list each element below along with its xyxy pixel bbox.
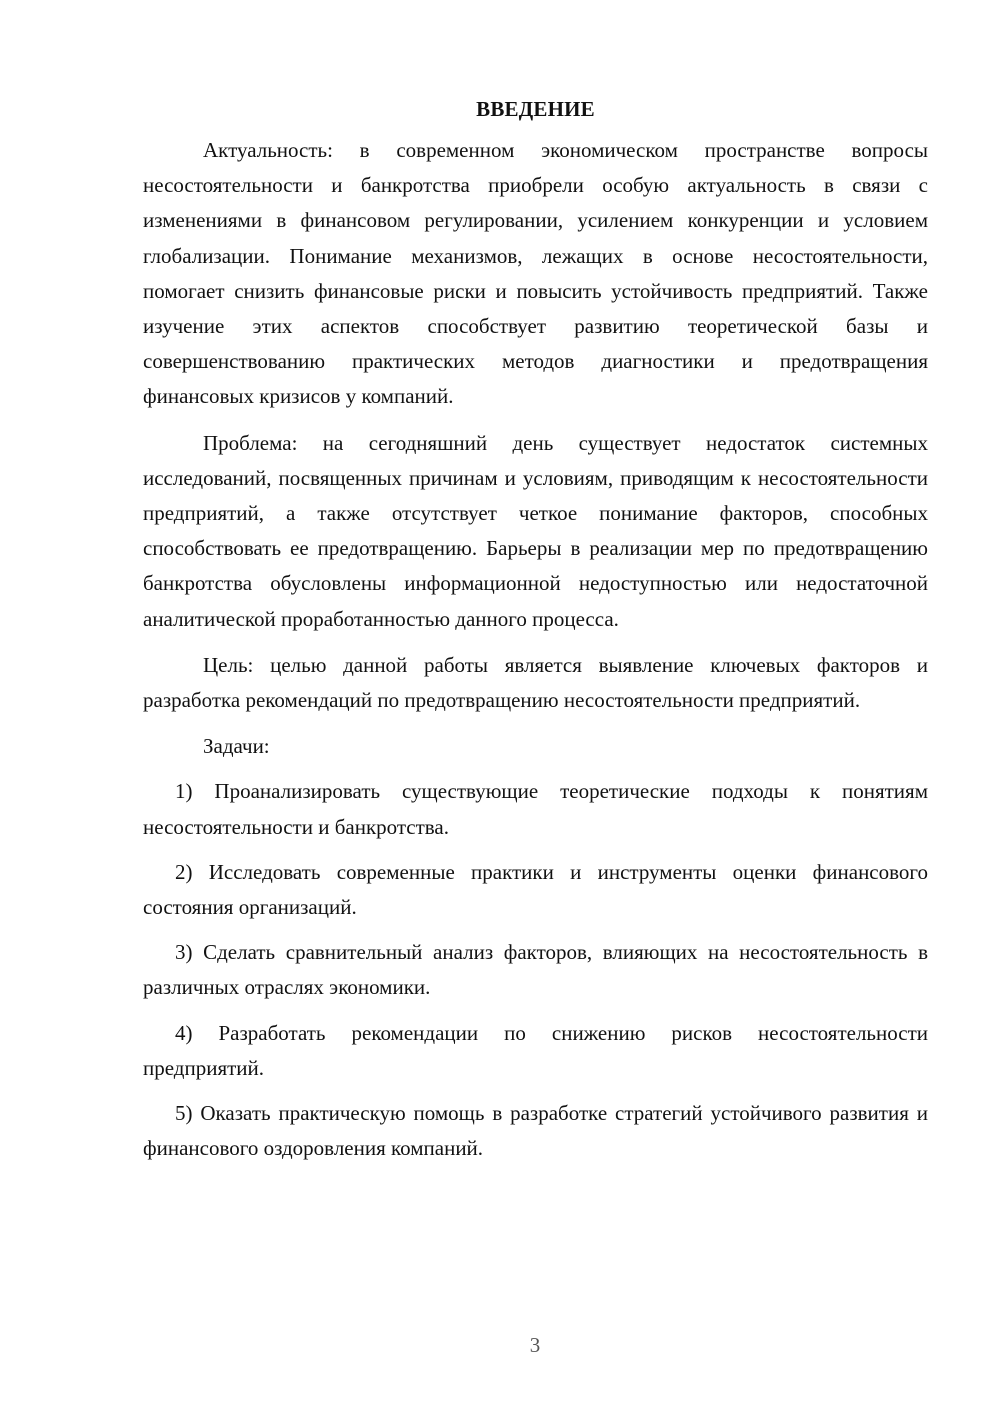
task-item-4: 4) Разработать рекомендации по снижению рисков несостоятельности предприятий. (143, 1020, 928, 1080)
task-item-2: 2) Исследовать современные практики и инструменты оценки финансового состояния организаций. (143, 859, 928, 920)
tasks-label: Задачи: (203, 734, 270, 759)
paragraph-goal: Цель: целью данной работы является выявление ключевых факторов и разработка рекомендаций по предотвращению несостоятельности предприятий. (143, 652, 928, 713)
task-item-5: 5) Оказать практическую помощь в разработке стратегий устойчивого развития и финансового оздоровления компаний. (143, 1101, 928, 1161)
page-content (143, 92, 928, 1166)
page-title: ВВЕДЕНИЕ (476, 97, 595, 121)
task-item-3: 3) Сделать сравнительный анализ факторов, влияющих на несостоятельность в различных отраслях экономики. (143, 940, 928, 1000)
paragraph-problem: Проблема: на сегодняшний день существует недостаток системных исследований, посвященных причинам и условиям, приводящим к несостоятельности предприятий, а также отсутствует четкое понимание факторов, способных способствовать ее предотвращению. Барьеры в реализации мер по предотвращению банкротства обусловлены информационной недоступностью или недостаточной аналитической проработанностью данного процесса. (143, 430, 928, 631)
page-number: 3 (529, 1333, 541, 1357)
task-item-1: 1) Проанализировать существующие теоретические подходы к понятиям несостоятельности и банкротства. (143, 779, 928, 839)
paragraph-relevance: Актуальность: в современном экономическом пространстве вопросы несостоятельности и банкротства приобрели особую актуальность в связи с изменениями в финансовом регулировании, усилением конкуренции и условием глобализации. Понимание механизмов, лежащих в основе несостоятельности, помогает снизить финансовые риски и повысить устойчивость предприятий. Также изучение этих аспектов способствует развитию теоретической базы и совершенствованию практических методов диагностики и предотвращения финансовых кризисов у компаний. (143, 138, 928, 409)
